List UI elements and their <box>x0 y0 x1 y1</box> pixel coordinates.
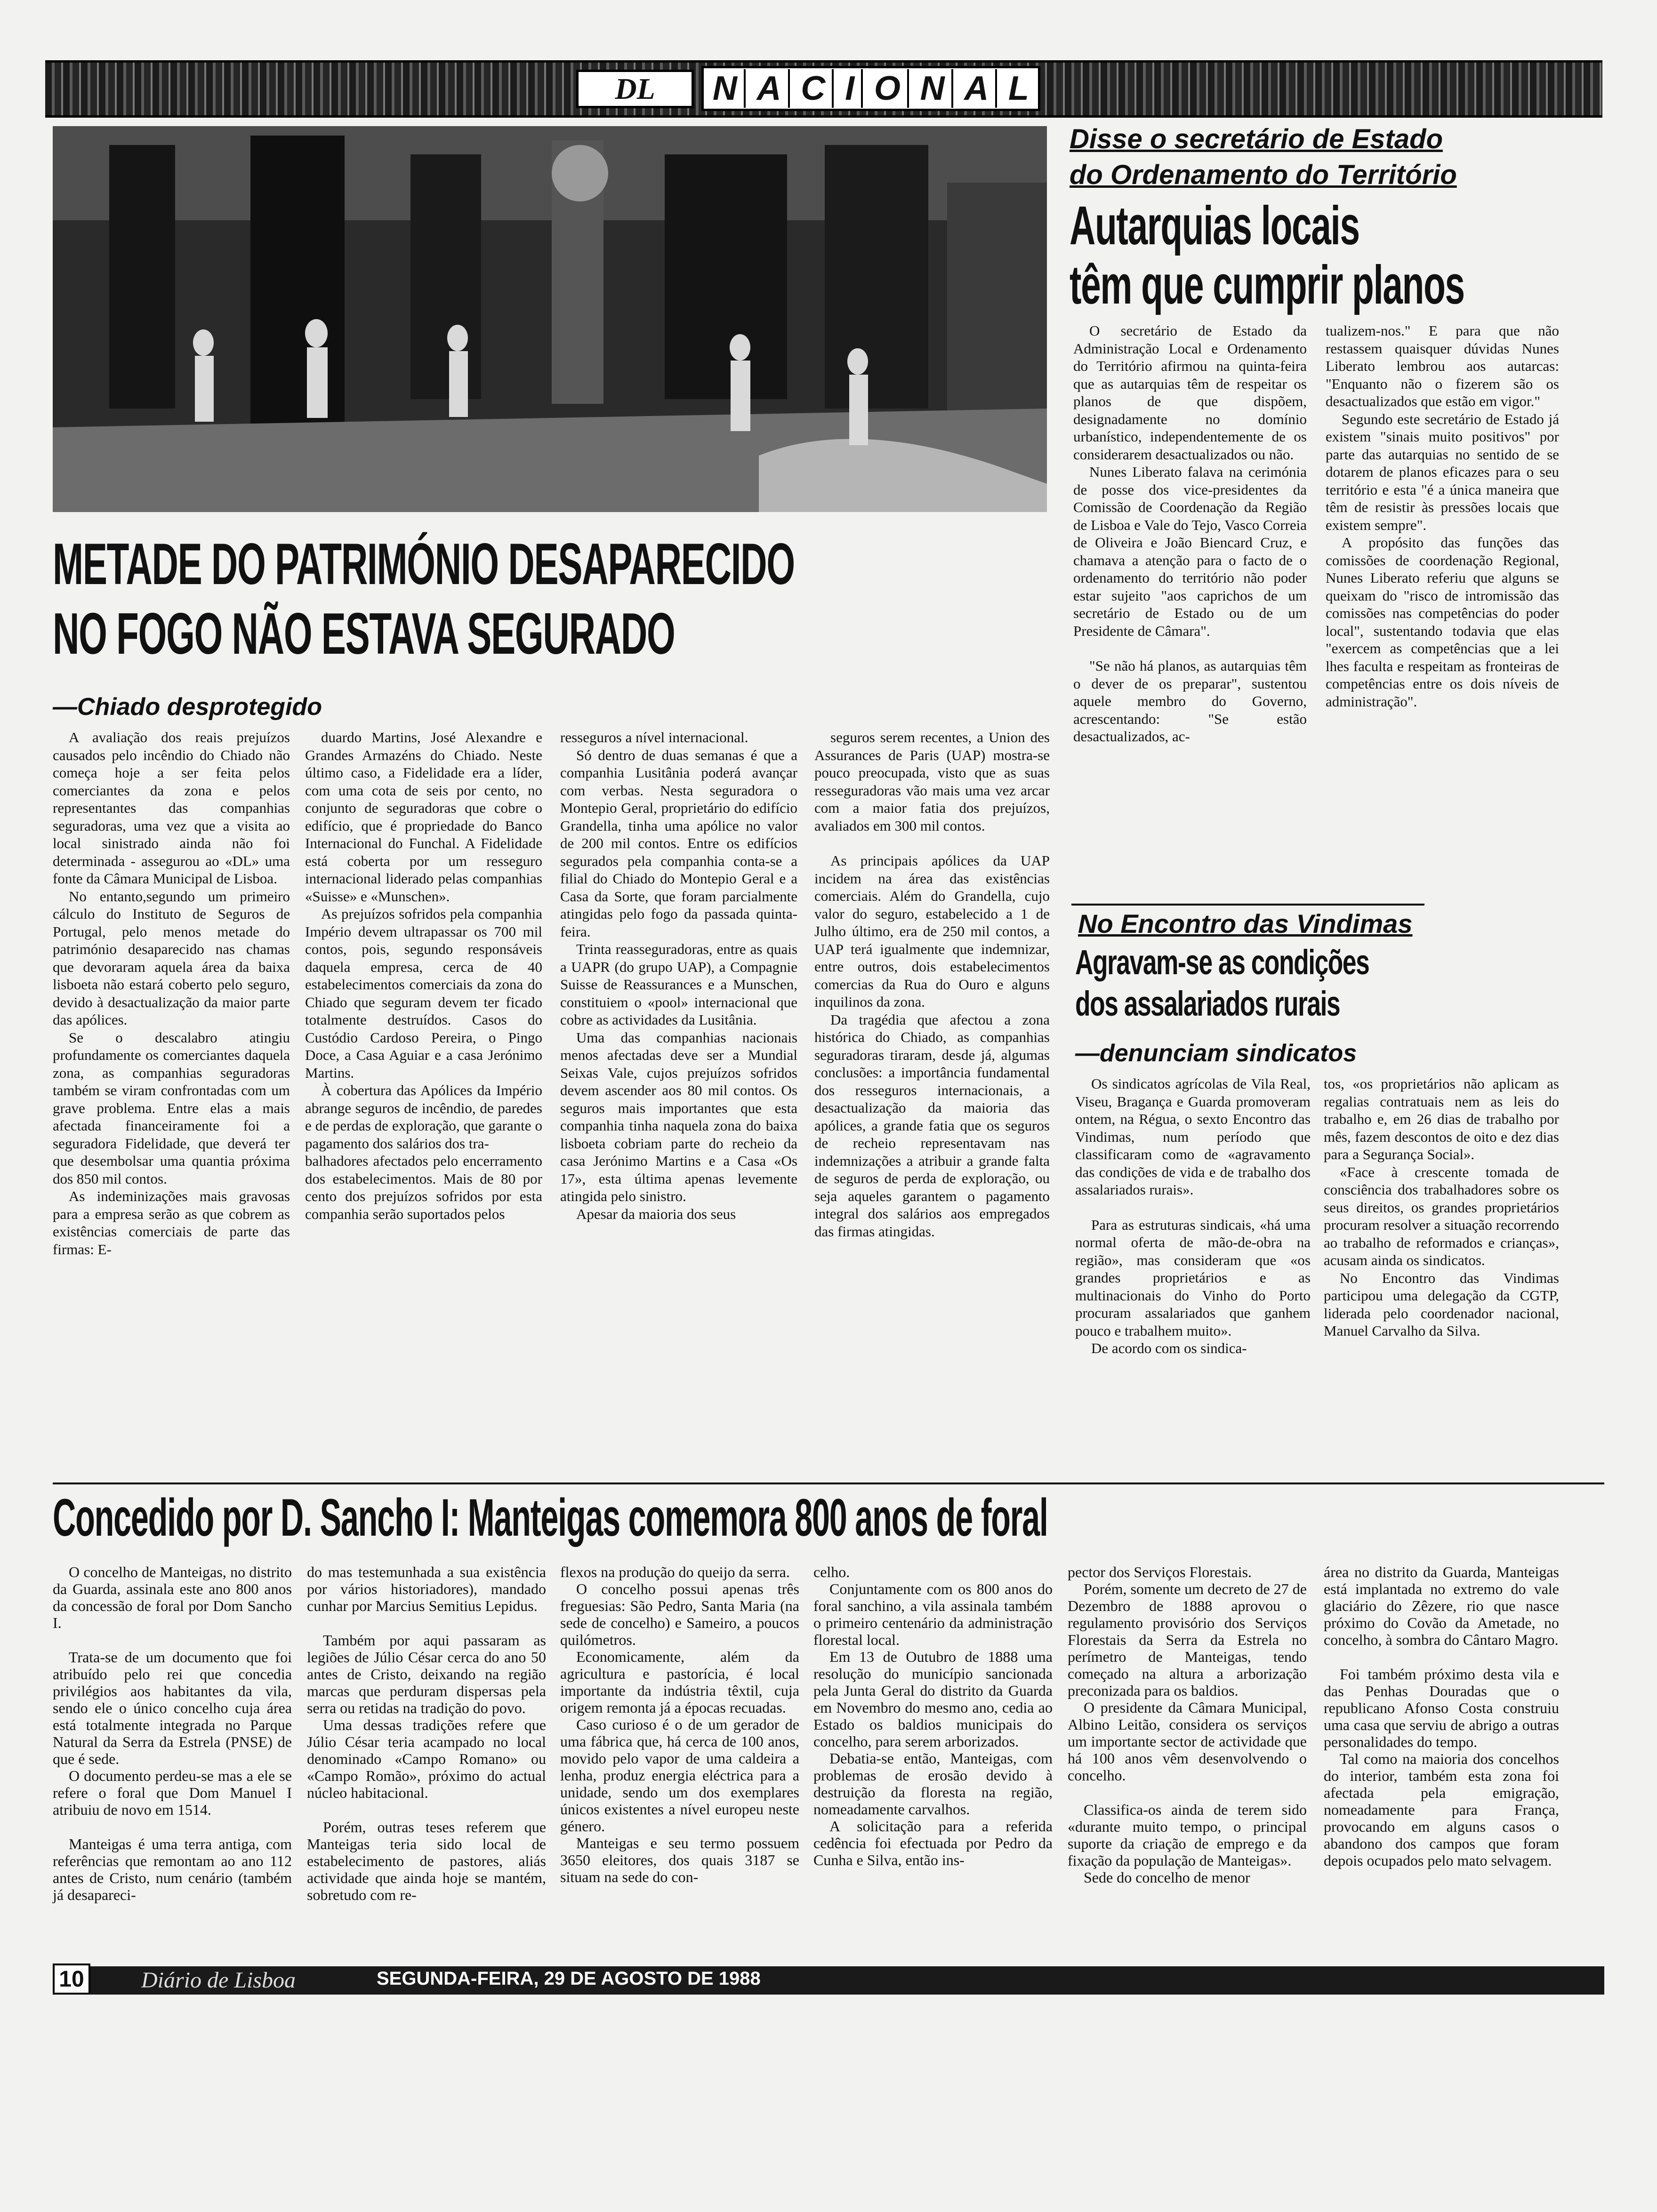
article2-kicker-line2: do Ordenamento do Território <box>1070 160 1457 190</box>
article3-column-2: tos, «os proprietários não aplicam as regalias contratuais nem as leis do trabalho e, em 26 dias de trabalho por mês, fazem descontos de oito e dez dias para a Segurança Social». «Face à crescente tomada de consciência dos trabalhadores sobre os seus direitos, os grandes proprietários procuram resolver a situação recorrendo ao trabalho de reformados e crianças», acusam ainda os sindicatos. No Encontro das Vindimas participou uma delegação da CGTP, liderada pelo coordenador nacional, Manuel Carvalho da Silva. <box>1324 1075 1559 1339</box>
article1-column-3: resseguros a nível internacional. Só dentro de duas semanas é que a companhia Lusitânia poderá avançar com verbas. Nesta seguradora o Montepio Geral, proprietário do edifício Grandella, tinha uma apólice no valor de 200 mil contos. Entre os edifícios segurados pela companhia conta-se a filial do Chiado do Montepio Geral e a Casa da Sorte, que foram parcialmente atingidas pelo fogo da passada quinta-feira. Trinta reasseguradoras, entre as quais a UAPR (do grupo UAP), a Compagnie Suisse de Reassurances e a Munschen, constituiem o «pool» internacional que cobre as actividades da Lusitânia. Uma das companhias nacionais menos afectadas deve ser a Mundial Seixas Vale, cujos prejuízos sofridos devem ascender aos 80 mil contos. Os seguros mais importantes que esta companhia tinha naquela zona do baixa lisboeta cobriam parte do recheio da casa Jerónimo Martins e a Casa «Os 17», esta última apenas levemente atingida pelo sinistro. Apesar da maioria dos seus <box>560 729 797 1222</box>
article2-headline-line2: têm que cumprir planos <box>1070 254 1464 315</box>
main-subhead: —Chiado desprotegido <box>53 693 322 721</box>
article3-column-1: Os sindicatos agrícolas de Vila Real, Viseu, Bragança e Guarda promoveram ontem, na Régua, o sexto Encontro das Vindimas, num período que classificaram como de «agravamento das condições de vida e de trabalho dos assalariados rurais». Para as estruturas sindicais, «há uma normal oferta de mão-de-obra na região», mas consideram que «os grandes proprietários e as multinacionais do Vinho do Porto procuram assalariados que ganhem pouco e trabalhem muito». De acordo com os sindica- <box>1075 1075 1311 1356</box>
article4-column-4: celho. Conjuntamente com os 800 anos do foral sanchino, a vila assinala também o primeiro centenário da administração florestal local. Em 13 de Outubro de 1888 uma resolução do município sancionada pela Junta Geral do distrito da Guarda em Novembro do mesmo ano, cedia ao Estado os baldios municipais do concelho, para serem arborizados. Debatia-se então, Manteigas, com problemas de erosão devido à destruição da floresta na região, nomeadamente carvalhos. A solicitação para a referida cedência foi efectuada por Pedro da Cunha e Silva, então ins- <box>813 1563 1053 1868</box>
main-headline-line2: NO FOGO NÃO ESTAVA SEGURADO <box>53 601 675 666</box>
firefighters-photo-image <box>53 126 1047 512</box>
article4-headline: Concedido por D. Sancho I: Manteigas comemora 800 anos de foral <box>53 1488 1048 1547</box>
newspaper-logo: DL <box>576 70 694 108</box>
footer-newspaper-name: Diário de Lisboa <box>141 1968 296 1993</box>
article2-column-1: O secretário de Estado da Administração Local e Ordenamento do Território afirmou na quinta-feira que as autarquias têm de respeitar os planos de que dispõem, designadamente no domínio urbanístico, independentemente de os considerarem desactualizados ou não. Nunes Liberato falava na cerimónia de posse dos vice-presidentes da Comissão de Coordenação da Região de Lisboa e Vale do Tejo, Vasco Correia de Oliveira e João Biencard Cruz, e chamava a atenção para o facto de o ordenamento do território não poder estar sujeito "aos caprichos de um secretário de Estado ou de um Presidente de Câmara". "Se não há planos, as autarquias têm o dever de os preparar", sustentou aquele membro do Governo, acrescentando: "Se estão desactualizados, ac- <box>1073 322 1307 745</box>
article2-column-2: tualizem-nos." E para que não restassem quaisquer dúvidas Nunes Liberato lembrou aos autarcas: "Enquanto não o fizerem são os desactualizados que estão em vigor." Segundo este secretário de Estado já existem "sinais muito positivos" por parte das autarquias no sentido de se dotarem de planos eficazes para o seu território e esta "é a única maneira que têm de resistir às pressões locais que existem sempre". A propósito das funções das comissões de coordenação Regional, Nunes Liberato referiu que alguns se queixam do "risco de intromissão das comissões nas competências do poder local", sustentando todavia que elas "exercem as competências que a lei lhes faculta e respeitam as fronteiras de competências entre os dois níveis de administração". <box>1326 322 1559 710</box>
article4-column-3: flexos na produção do queijo da serra. O concelho possui apenas três freguesias: São Pedro, Santa Maria (na sede de concelho) e Sameiro, a poucos quilómetros. Economicamente, além da agricultura e pastorícia, é local importante da indústria têxtil, cuja origem remonta já a épocas recuadas. Caso curioso é o de um gerador de uma fábrica que, há cerca de 100 anos, movido pelo vapor de uma caldeira a lenha, produz energia eléctrica para a unidade, sendo um dos exemplares únicos existentes a nível europeu neste género. Manteigas e seu termo possuem 3650 eleitores, dos quais 3187 se situam na sede do con- <box>560 1563 799 1885</box>
main-headline-line1: METADE DO PATRIMÓNIO DESAPARECIDO <box>53 532 795 597</box>
article4-column-5: pector dos Serviços Florestais. Porém, somente um decreto de 27 de Dezembro de 1888 aprovou o regulamento provisório dos Serviços Florestais da Serra da Estrela no perímetro de Manteigas, tendo começado na altura a arborização preconizada para os baldios. O presidente da Câmara Municipal, Albino Leitão, considera os serviços um importante sector de actividade que há 100 anos vêm desenvolvendo o concelho. Classifica-os ainda de terem sido «durante muito tempo, o principal suporte da criação de emprego e da fixação da população de Manteigas». Sede do concelho de menor <box>1068 1563 1307 1886</box>
page-number: 10 <box>53 1964 90 1995</box>
footer-date: SEGUNDA-FEIRA, 29 DE AGOSTO DE 1988 <box>377 1968 761 1989</box>
article3-subhead: —denunciam sindicatos <box>1075 1040 1357 1067</box>
article3-headline-line1: Agravam-se as condições <box>1075 943 1369 982</box>
article2-headline-line1: Autarquias locais <box>1070 195 1359 256</box>
article4-column-6: área no distrito da Guarda, Manteigas está implantada no extremo do vale glaciário do Zêzere, rio que nasce próximo do Covão da Ametade, no concelho, à sombra do Cântaro Magro. Foi também próximo desta vila e das Penhas Douradas que o republicano Afonso Costa construiu uma casa que serviu de abrigo a outras personalidades do tempo. Tal como na maioria dos concelhos do interior, também esta zona foi afectada pela emigração, nomeadamente para França, provocando em alguns casos o abandono dos campos que foram depois ocupados pelo mato selvagem. <box>1324 1563 1559 1869</box>
article1-column-4: seguros serem recentes, a Union des Assurances de Paris (UAP) mostra-se pouco preocupada, visto que as suas resseguradoras vão mais uma vez arcar com a maior fatia dos prejuízos, avaliados em 300 mil contos. As principais apólices da UAP incidem na área das existências comerciais. Além do Grandella, cujo valor do seguro, estabelecido a 1 de Julho último, era de 250 mil contos, a UAP terá igualmente que indemnizar, entre outros, dois estabelecimentos comercias da Rua do Ouro e alguns inquilinos da zona. Da tragédia que afectou a zona histórica do Chiado, as companhias seguradoras tiraram, desde já, algumas conclusões: a importância fundamental dos resseguros internacionais, a desactualização da maioria das apólices, a grande fatia que os seguros de recheio representavam nas indemnizações a atribuir a grande falta de seguros de perda de exploração, ou seja aqueles garantem o pagamento integral dos salários aos empregados das firmas atingidas. <box>814 729 1050 1240</box>
article1-column-1: A avaliação dos reais prejuízos causados pelo incêndio do Chiado não começa hoje a ser feita pelos comerciantes da zona e pelos representantes das companhias seguradoras, uma vez que a visita ao local sinistrado ainda não foi determinada - assegurou ao «DL» uma fonte da Câmara Municipal de Lisboa. No entanto,segundo um primeiro cálculo do Instituto de Seguros de Portugal, pelo menos metade do património desaparecido nas chamas que devoraram aquela área da baixa lisboeta não estará coberto pelo seguro, devido à desactualização da maior parte das apólices. Se o descalabro atingiu profundamente os comerciantes daquela zona, as companhias seguradoras também se viram confrontadas com um grave problema. Entre elas a mais afectada financeiramente foi a seguradora Fidelidade, que deverá ter que desembolsar uma quantia próxima dos 850 mil contos. As indeminizações mais gravosas para a empresa serão as que cobrem as existências comerciais de parte das firmas: E- <box>53 729 290 1258</box>
article3-kicker: No Encontro das Vindimas <box>1078 909 1413 938</box>
article2-kicker-line1: Disse o secretário de Estado <box>1070 124 1443 154</box>
fire-photo <box>53 126 1047 512</box>
section-title-nacional: N A C I O N A L <box>701 66 1040 111</box>
article3-headline-line2: dos assalariados rurais <box>1075 984 1340 1023</box>
article4-column-1: O concelho de Manteigas, no distrito da Guarda, assinala este ano 800 anos da concessão de foral por Dom Sancho I. Trata-se de um documento que foi atribuído pelo rei que concedia privilégios aos habitantes da vila, sendo ele o único concelho cuja área está totalmente integrada no Parque Natural da Serra da Estrela (PNSE) de que é sede. O documento perdeu-se mas a ele se refere o foral que Dom Manuel I atribuiu de novo em 1514. Manteigas é uma terra antiga, com referências que remontam ao ano 112 antes de Cristo, num cenário (também já desapareci- <box>53 1563 292 1903</box>
article3-rule <box>1071 904 1424 906</box>
article4-column-2: do mas testemunhada a sua existência por vários historiadores), mandado cunhar por Marcius Semitius Lepidus. Também por aqui passaram as legiões de Júlio César cerca do ano 50 antes de Cristo, deixando na região marcas que perduram dispersas pela serra ou retidas na tradição do povo. Uma dessas tradições refere que Júlio César teria acampado no local denominado «Campo Romano» ou «Campo Romão», próximo do actual núcleo habitacional. Porém, outras teses referem que Manteigas teria sido local de estabelecimento de pastores, aliás actividade que ainda hoje se mantém, sobretudo com re- <box>307 1563 546 1903</box>
article1-column-2: duardo Martins, José Alexandre e Grandes Armazéns do Chiado. Neste último caso, a Fidelidade era a líder, com uma cota de seis por cento, no conjunto de seguradoras que cobre o edifício, que é propriedade do Banco Internacional do Funchal. A Fidelidade está coberta por um resseguro internacional liderado pelas companhias «Suisse» e «Munschen». As prejuízos sofridos pela companhia Império devem ultrapassar os 700 mil contos, pois, segundo responsáveis daquela empresa, cerca de 40 estabelecimentos comerciais da zona do Chiado que seguram devem ter ficado totalmente destruídos. Casos do Custódio Cardoso Pereira, o Pingo Doce, a Casa Aguiar e a casa Jerónimo Martins. À cobertura das Apólices da Império abrange seguros de incêndio, de paredes e de perdas de exploração, que garante o pagamento dos salários dos tra- balhadores afectados pelo encerramento dos estabelecimentos. Mais de 80 por cento dos prejuízos sofridos por esta companhia serão suportados pelos <box>305 729 542 1222</box>
article4-top-rule <box>53 1483 1604 1484</box>
